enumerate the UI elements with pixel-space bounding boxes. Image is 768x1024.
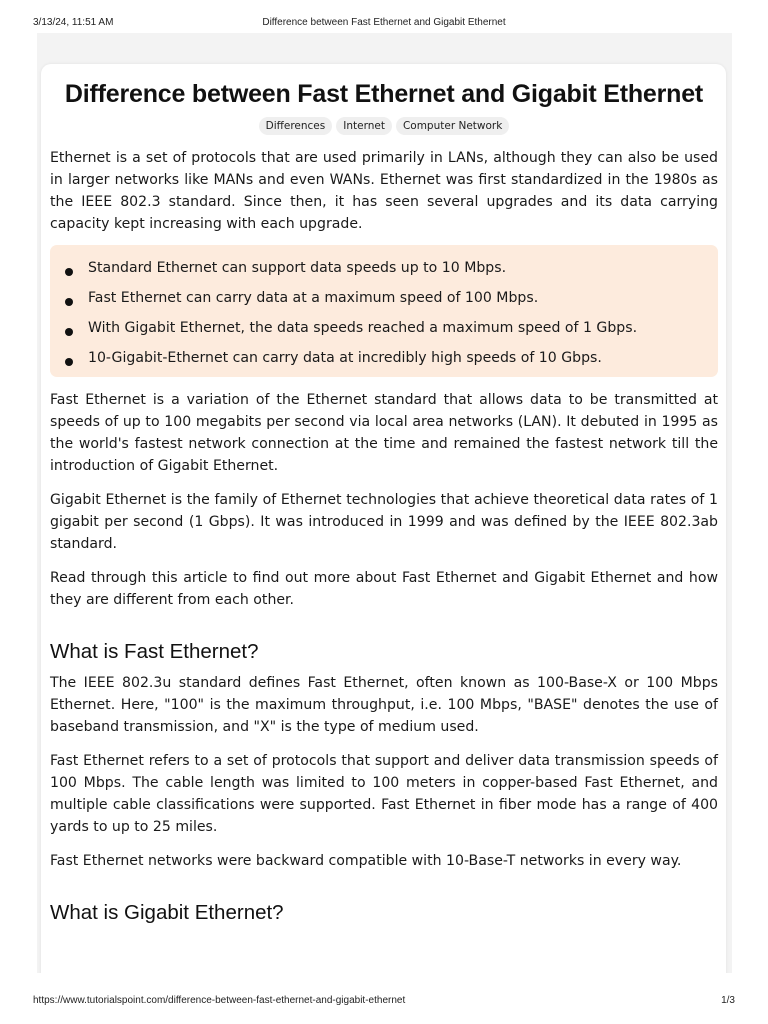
gigabit-ethernet-summary: Gigabit Ethernet is the family of Ethernet technologies that achieve theoretical data rates of 1 gigabit per second (1 Gbps). It was introduced in 1999 and was defined by the IEEE 802.3ab standard. — [50, 492, 718, 552]
list-item-text: With Gigabit Ethernet, the data speeds reached a maximum speed of 1 Gbps. — [88, 320, 638, 336]
fast-ethernet-paragraph: Fast Ethernet refers to a set of protocols that support and deliver data transmission speeds of 100 Mbps. The cable length was limited to 100 meters in copper-based Fast Ethernet, and multiple cable classifications were supported. Fast Ethernet in fiber mode has a range of 400 yards to up to 25 miles. — [50, 753, 718, 835]
read-through-paragraph: Read through this article to find out more about Fast Ethernet and Gigabit Ethernet and how they are different from each other. — [50, 570, 718, 608]
speed-callout-box — [50, 245, 718, 377]
bullet-icon — [65, 328, 73, 336]
list-item — [50, 289, 718, 307]
tag-computer-network[interactable]: Computer Network — [396, 117, 509, 135]
list-item — [50, 319, 718, 337]
article-card — [41, 64, 726, 973]
fast-ethernet-paragraph: Fast Ethernet networks were backward compatible with 10-Base-T networks in every way. — [50, 853, 682, 869]
bullet-icon — [65, 298, 73, 306]
tag-differences[interactable]: Differences — [259, 117, 333, 135]
article-body — [50, 64, 718, 925]
print-footer — [0, 995, 768, 1015]
fast-ethernet-summary: Fast Ethernet is a variation of the Ethernet standard that allows data to be transmitted at speeds of up to 100 megabits per second via local area networks (LAN). It debuted in 1995 as the world's fastest network connection at the time and remained the fastest network till the introduction of Gigabit Ethernet. — [50, 392, 718, 474]
page-viewport — [37, 33, 732, 973]
print-header — [0, 0, 768, 30]
print-url: https://www.tutorialspoint.com/difference-between-fast-ethernet-and-gigabit-ethernet — [33, 995, 406, 1006]
heading-what-is-fast-ethernet: What is Fast Ethernet? — [50, 640, 259, 663]
article-title: Difference between Fast Ethernet and Gigabit Ethernet — [64, 80, 704, 108]
list-item-text: Fast Ethernet can carry data at a maximum speed of 100 Mbps. — [88, 290, 539, 306]
list-item — [50, 259, 718, 277]
list-item — [50, 349, 718, 367]
heading-what-is-gigabit-ethernet: What is Gigabit Ethernet? — [50, 901, 284, 924]
bullet-icon — [65, 268, 73, 276]
list-item-text: 10-Gigabit-Ethernet can carry data at incredibly high speeds of 10 Gbps. — [88, 350, 602, 366]
bullet-icon — [65, 358, 73, 366]
tag-list — [50, 117, 718, 135]
list-item-text: Standard Ethernet can support data speeds up to 10 Mbps. — [88, 260, 507, 276]
page-number: 1/3 — [721, 995, 735, 1006]
fast-ethernet-paragraph: The IEEE 802.3u standard defines Fast Ethernet, often known as 100-Base-X or 100 Mbps Ethernet. Here, "100" is the maximum throughput, i.e. 100 Mbps, "BASE" denotes the use of baseband transmission, and "X" is the type of medium used. — [50, 675, 718, 735]
speed-list — [50, 259, 718, 367]
intro-paragraph: Ethernet is a set of protocols that are used primarily in LANs, although they can also be used in larger networks like MANs and even WANs. Ethernet was first standardized in the 1980s as the IEEE 802.3 standard. Since then, it has seen several upgrades and its data carrying capacity kept increasing with each upgrade. — [50, 150, 718, 232]
tag-internet[interactable]: Internet — [336, 117, 392, 135]
print-date: 3/13/24, 11:51 AM — [33, 17, 114, 28]
print-title: Difference between Fast Ethernet and Gigabit Ethernet — [262, 17, 506, 28]
